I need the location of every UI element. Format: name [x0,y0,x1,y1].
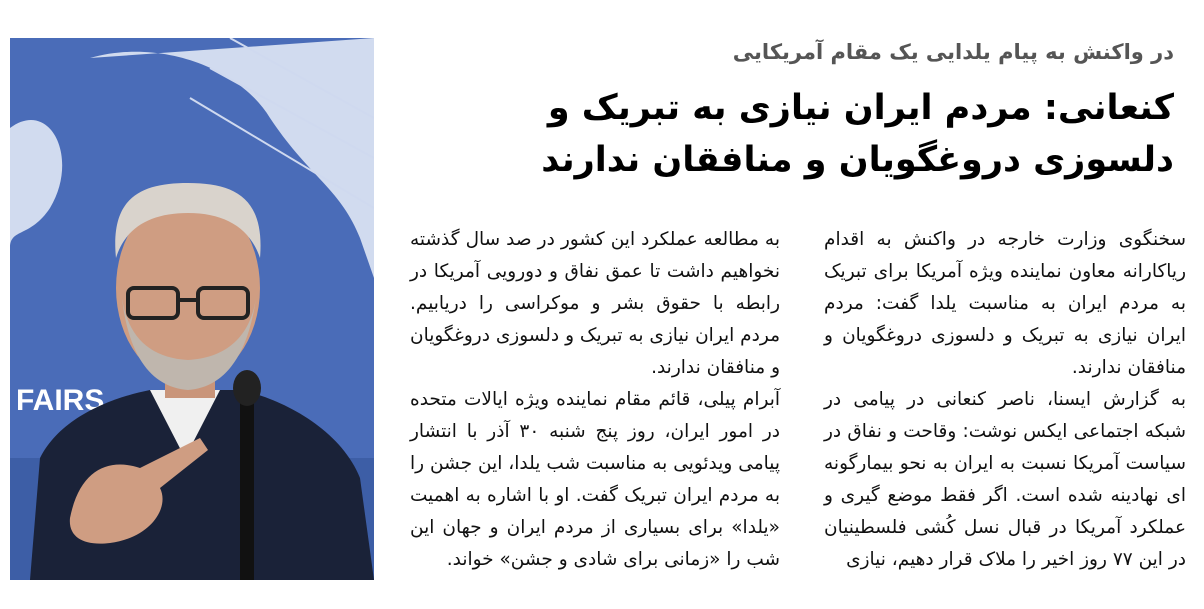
article-column-1: سخنگوی وزارت خارجه در واکنش به اقدام ریاکارانه معاون نماینده ویژه آمریکا برای تبریک به مردم ایران به مناسبت یلدا گفت: مردم ایران نیازی به تبریک و دلسوزی دروغگویان و منافقان ندارند. به گزارش ایسنا، ناصر کنعانی در پیامی در شبکه اجتماعی ایکس نوشت: وقاحت و نفاق در سیاست آمریکا نسبت به ایران به نحو بیمارگونه ای نهادینه شده است. اگر فقط موضع گیری و عملکرد آمریکا در قبال نسل کُشی فلسطینیان در این ۷۷ روز اخیر را ملاک قرار دهیم، نیازی [824,229,1186,570]
article-headline: کنعانی: مردم ایران نیازی به تبریک و دلسوزی دروغگویان و منافقان ندارند [541,88,1174,180]
microphone [240,383,254,580]
backdrop-text: FAIRS [16,384,105,417]
article-column-2: به مطالعه عملکرد این کشور در صد سال گذشته نخواهیم داشت تا عمق نفاق و دورویی آمریکا در رابطه با حقوق بشر و موکراسی را دریابیم. مردم ایران نیازی به تبریک و دلسوزی دروغگویان و منافقان ندارند. آبرام پیلی، قائم مقام نماینده ویژه ایالات متحده در امور ایران، روز پنج شنبه ۳۰ آذر با انتشار پیامی ویدئویی به مناسبت شب یلدا، این جشن را به مردم ایران تبریک گفت. او با اشاره به اهمیت «یلدا» برای بسیاری از مردم ایران و جهان این شب را «زمانی برای شادی و جشن» خواند. [410,229,781,570]
article-kicker: در واکنش به پیام یلدایی یک مقام آمریکایی [732,40,1174,64]
article-photo [10,38,374,580]
spokesman-photo [10,38,374,580]
